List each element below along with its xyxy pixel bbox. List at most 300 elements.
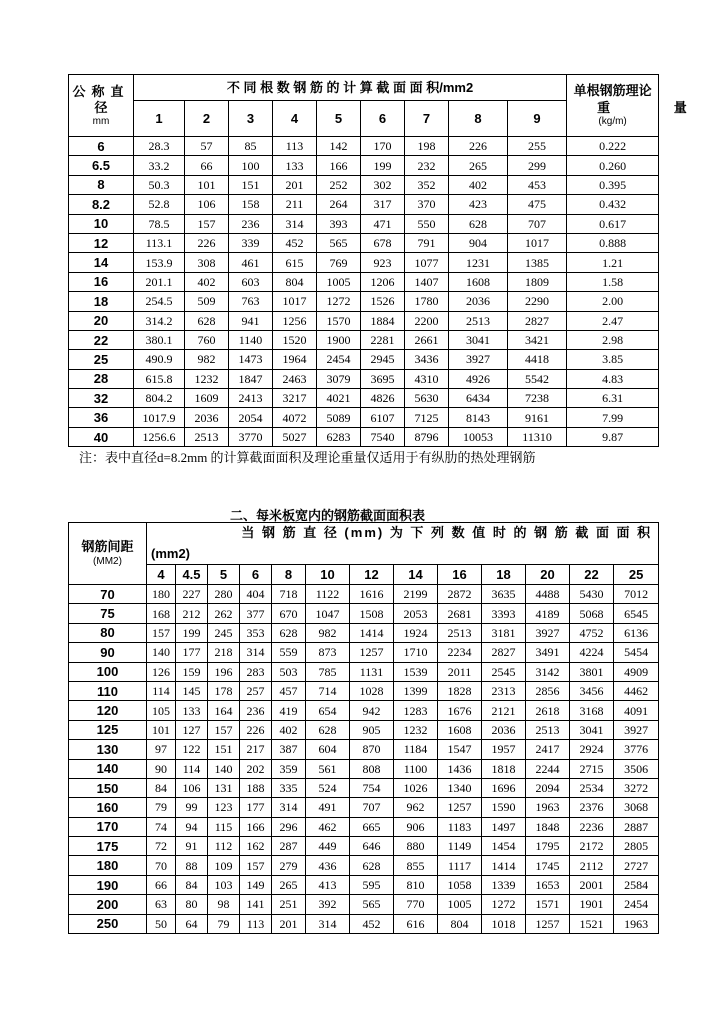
- area-cell: 1149: [438, 837, 482, 856]
- weight-cell: 4.83: [567, 369, 659, 388]
- area-cell: 2856: [526, 681, 570, 700]
- area-cell: 91: [176, 837, 208, 856]
- spacing-cell: 125: [69, 720, 147, 739]
- count-header: 8: [449, 101, 508, 137]
- area-cell: 317: [361, 195, 405, 214]
- area-cell: 314: [273, 214, 317, 233]
- area-cell: 1964: [273, 350, 317, 369]
- area-cell: 218: [208, 643, 240, 662]
- area-cell: 1526: [361, 292, 405, 311]
- area-cell: 178: [208, 681, 240, 700]
- area-cell: 1272: [317, 292, 361, 311]
- area-cell: 2413: [229, 389, 273, 408]
- area-cell: 201.1: [134, 272, 185, 291]
- area-cell: 1407: [405, 272, 449, 291]
- area-cell: 180: [147, 585, 176, 604]
- spacing-cell: 160: [69, 798, 147, 817]
- area-cell: 1414: [482, 856, 526, 875]
- area-cell: 3181: [482, 623, 526, 642]
- area-cell: 127: [176, 720, 208, 739]
- area-cell: 2172: [570, 837, 614, 856]
- area-cell: 254.5: [134, 292, 185, 311]
- weight-cell: 2.47: [567, 311, 659, 330]
- area-cell: 359: [272, 759, 306, 778]
- area-cell: 352: [405, 175, 449, 194]
- area-cell: 1026: [394, 778, 438, 797]
- area-cell: 5027: [273, 427, 317, 446]
- area-cell: 1653: [526, 875, 570, 894]
- spacing-cell: 120: [69, 701, 147, 720]
- table-row: [69, 604, 659, 623]
- area-cell: 3436: [405, 350, 449, 369]
- area-cell: 1017: [273, 292, 317, 311]
- area-cell: 151: [229, 175, 273, 194]
- area-cell: 262: [208, 604, 240, 623]
- area-cell: 1780: [405, 292, 449, 311]
- area-cell: 3421: [508, 330, 567, 349]
- area-cell: 265: [272, 875, 306, 894]
- diameter-header: 22: [570, 565, 614, 585]
- area-cell: 4091: [614, 701, 659, 720]
- area-cell: 1340: [438, 778, 482, 797]
- area-cell: 1963: [614, 914, 659, 933]
- area-cell: 1131: [350, 662, 394, 681]
- area-span-header-line2: (mm2): [147, 543, 659, 565]
- area-cell: 2244: [526, 759, 570, 778]
- diameter-cell: 28: [69, 369, 134, 388]
- spacing-cell: 110: [69, 681, 147, 700]
- diameter-cell: 14: [69, 253, 134, 272]
- area-cell: 707: [508, 214, 567, 233]
- table-row: [69, 778, 659, 797]
- area-cell: 57: [185, 137, 229, 156]
- area-cell: 2313: [482, 681, 526, 700]
- unit-weight-header: [567, 75, 717, 137]
- area-cell: 2036: [185, 408, 229, 427]
- area-cell: 1005: [317, 272, 361, 291]
- area-cell: 1520: [273, 330, 317, 349]
- area-cell: 404: [240, 585, 272, 604]
- area-cell: 70: [147, 856, 176, 875]
- area-cell: 2513: [438, 623, 482, 642]
- area-cell: 1454: [482, 837, 526, 856]
- diameter-header: 12: [350, 565, 394, 585]
- area-cell: 299: [508, 156, 567, 175]
- table-row: [69, 623, 659, 642]
- area-cell: 1847: [229, 369, 273, 388]
- area-cell: 162: [240, 837, 272, 856]
- area-cell: 380.1: [134, 330, 185, 349]
- area-cell: 199: [176, 623, 208, 642]
- area-cell: 133: [273, 156, 317, 175]
- area-cell: 370: [405, 195, 449, 214]
- area-cell: 94: [176, 817, 208, 836]
- weight-cell: 7.99: [567, 408, 659, 427]
- diameter-header: 10: [306, 565, 350, 585]
- diameter-cell: 40: [69, 427, 134, 446]
- area-cell: 509: [185, 292, 229, 311]
- area-cell: 4072: [273, 408, 317, 427]
- area-cell: 1339: [482, 875, 526, 894]
- area-cell: 2236: [570, 817, 614, 836]
- area-cell: 1183: [438, 817, 482, 836]
- table-row: [69, 311, 659, 330]
- weight-cell: 1.21: [567, 253, 659, 272]
- area-cell: 1272: [482, 895, 526, 914]
- area-cell: 616: [394, 914, 438, 933]
- area-cell: 413: [306, 875, 350, 894]
- area-cell: 1609: [185, 389, 229, 408]
- area-cell: 103: [208, 875, 240, 894]
- area-cell: 905: [350, 720, 394, 739]
- area-cell: 2924: [570, 740, 614, 759]
- area-cell: 1676: [438, 701, 482, 720]
- table-row: [69, 156, 659, 175]
- area-cell: 188: [240, 778, 272, 797]
- weight-cell: 3.85: [567, 350, 659, 369]
- area-cell: 202: [240, 759, 272, 778]
- diameter-header: [69, 75, 134, 137]
- area-cell: 251: [272, 895, 306, 914]
- table-row: [69, 369, 659, 388]
- spacing-header: [69, 523, 147, 585]
- area-cell: 170: [361, 137, 405, 156]
- area-cell: 211: [273, 195, 317, 214]
- area-cell: 565: [350, 895, 394, 914]
- area-cell: 100: [229, 156, 273, 175]
- area-span-header-line1: 当 钢 筋 直 径 (mm) 为 下 列 数 值 时 的 钢 筋 截 面 面 积: [147, 523, 659, 543]
- area-cell: 66: [147, 875, 176, 894]
- area-cell: 151: [208, 740, 240, 759]
- count-header: 1: [134, 101, 185, 137]
- area-cell: 64: [176, 914, 208, 933]
- diameter-header: 18: [482, 565, 526, 585]
- area-cell: 140: [208, 759, 240, 778]
- area-cell: 4909: [614, 662, 659, 681]
- table-row: [69, 643, 659, 662]
- table-row: [69, 837, 659, 856]
- table-row: [69, 233, 659, 252]
- area-cell: 126: [147, 662, 176, 681]
- area-cell: 157: [240, 856, 272, 875]
- weight-cell: 1.58: [567, 272, 659, 291]
- area-cell: 1745: [526, 856, 570, 875]
- diameter-cell: 32: [69, 389, 134, 408]
- count-header: 9: [508, 101, 567, 137]
- area-cell: 491: [306, 798, 350, 817]
- area-cell: 2054: [229, 408, 273, 427]
- area-cell: 1809: [508, 272, 567, 291]
- area-cell: 2036: [482, 720, 526, 739]
- weight-cell: 0.617: [567, 214, 659, 233]
- area-cell: 2872: [438, 585, 482, 604]
- area-cell: 1828: [438, 681, 482, 700]
- area-cell: 2534: [570, 778, 614, 797]
- area-cell: 114: [176, 759, 208, 778]
- table-row: [69, 914, 659, 933]
- area-cell: 1005: [438, 895, 482, 914]
- table-row: [69, 662, 659, 681]
- area-cell: 2545: [482, 662, 526, 681]
- area-cell: 80: [176, 895, 208, 914]
- area-cell: 1140: [229, 330, 273, 349]
- area-cell: 115: [208, 817, 240, 836]
- area-cell: 168: [147, 604, 176, 623]
- diameter-header: 5: [208, 565, 240, 585]
- area-cell: 941: [229, 311, 273, 330]
- area-cell: 490.9: [134, 350, 185, 369]
- table-row: [69, 798, 659, 817]
- area-cell: 1710: [394, 643, 438, 662]
- area-cell: 2036: [449, 292, 508, 311]
- area-cell: 3635: [482, 585, 526, 604]
- weight-cell: 2.98: [567, 330, 659, 349]
- table-row: [69, 427, 659, 446]
- area-cell: 72: [147, 837, 176, 856]
- area-cell: 2454: [614, 895, 659, 914]
- unit-weight-header-unit: (kg/m): [598, 116, 627, 127]
- area-cell: 870: [350, 740, 394, 759]
- area-cell: 339: [229, 233, 273, 252]
- area-cell: 718: [272, 585, 306, 604]
- area-cell: 628: [272, 623, 306, 642]
- area-cell: 3168: [570, 701, 614, 720]
- area-cell: 196: [208, 662, 240, 681]
- area-cell: 287: [272, 837, 306, 856]
- area-cell: 257: [240, 681, 272, 700]
- area-cell: 4418: [508, 350, 567, 369]
- area-cell: 615: [273, 253, 317, 272]
- area-cell: 6283: [317, 427, 361, 446]
- area-cell: 4826: [361, 389, 405, 408]
- diameter-header-line1: 公称直: [72, 83, 130, 99]
- area-cell: 2112: [570, 856, 614, 875]
- area-cell: 1436: [438, 759, 482, 778]
- area-cell: 6107: [361, 408, 405, 427]
- area-cell: 4021: [317, 389, 361, 408]
- area-cell: 50.3: [134, 175, 185, 194]
- area-cell: 279: [272, 856, 306, 875]
- area-cell: 452: [273, 233, 317, 252]
- area-cell: 2513: [449, 311, 508, 330]
- area-cell: 314: [306, 914, 350, 933]
- area-cell: 1884: [361, 311, 405, 330]
- diameter-header: 8: [272, 565, 306, 585]
- area-cell: 226: [185, 233, 229, 252]
- area-cell: 982: [185, 350, 229, 369]
- area-cell: 2513: [185, 427, 229, 446]
- diameter-header: 4: [147, 565, 176, 585]
- area-cell: 2715: [570, 759, 614, 778]
- area-cell: 2727: [614, 856, 659, 875]
- area-cell: 471: [361, 214, 405, 233]
- area-cell: 166: [240, 817, 272, 836]
- area-cell: 3506: [614, 759, 659, 778]
- area-cell: 402: [185, 272, 229, 291]
- spacing-cell: 100: [69, 662, 147, 681]
- spacing-cell: 90: [69, 643, 147, 662]
- area-cell: 646: [350, 837, 394, 856]
- table-row: [69, 740, 659, 759]
- area-cell: 4488: [526, 585, 570, 604]
- table-row: [69, 585, 659, 604]
- area-cell: 114: [147, 681, 176, 700]
- area-cell: 1257: [526, 914, 570, 933]
- area-cell: 670: [272, 604, 306, 623]
- area-cell: 665: [350, 817, 394, 836]
- area-cell: 252: [317, 175, 361, 194]
- area-cell: 109: [208, 856, 240, 875]
- area-cell: 2827: [482, 643, 526, 662]
- area-cell: 1100: [394, 759, 438, 778]
- area-cell: 923: [361, 253, 405, 272]
- area-cell: 503: [272, 662, 306, 681]
- area-cell: 763: [229, 292, 273, 311]
- table-row: [69, 292, 659, 311]
- area-cell: 1122: [306, 585, 350, 604]
- area-cell: 1957: [482, 740, 526, 759]
- area-cell: 791: [405, 233, 449, 252]
- area-cell: 255: [508, 137, 567, 156]
- area-cell: 707: [350, 798, 394, 817]
- area-cell: 1017: [508, 233, 567, 252]
- area-cell: 1570: [317, 311, 361, 330]
- count-header: 3: [229, 101, 273, 137]
- area-cell: 880: [394, 837, 438, 856]
- area-cell: 84: [176, 875, 208, 894]
- area-cell: 1616: [350, 585, 394, 604]
- area-cell: 2827: [508, 311, 567, 330]
- area-cell: 131: [208, 778, 240, 797]
- area-cell: 3770: [229, 427, 273, 446]
- area-cell: 314: [240, 643, 272, 662]
- area-cell: 98: [208, 895, 240, 914]
- area-cell: 226: [449, 137, 508, 156]
- area-cell: 226: [240, 720, 272, 739]
- area-cell: 123: [208, 798, 240, 817]
- area-cell: 785: [306, 662, 350, 681]
- area-cell: 1795: [526, 837, 570, 856]
- area-cell: 5430: [570, 585, 614, 604]
- spacing-cell: 130: [69, 740, 147, 759]
- area-cell: 3079: [317, 369, 361, 388]
- area-cell: 11310: [508, 427, 567, 446]
- area-cell: 149: [240, 875, 272, 894]
- area-cell: 2053: [394, 604, 438, 623]
- area-cell: 3456: [570, 681, 614, 700]
- area-cell: 2463: [273, 369, 317, 388]
- table-row: [69, 817, 659, 836]
- area-cell: 457: [272, 681, 306, 700]
- area-cell: 8796: [405, 427, 449, 446]
- diameter-cell: 6: [69, 137, 134, 156]
- area-cell: 2805: [614, 837, 659, 856]
- area-cell: 296: [272, 817, 306, 836]
- area-cell: 201: [272, 914, 306, 933]
- area-cell: 1901: [570, 895, 614, 914]
- diameter-cell: 8.2: [69, 195, 134, 214]
- area-cell: 133: [176, 701, 208, 720]
- area-cell: 982: [306, 623, 350, 642]
- area-cell: 113: [240, 914, 272, 933]
- diameter-cell: 6.5: [69, 156, 134, 175]
- area-cell: 2417: [526, 740, 570, 759]
- area-cell: 308: [185, 253, 229, 272]
- table1-note: 注：表中直径d=8.2mm 的计算截面面积及理论重量仅适用于有纵肋的热处理钢筋: [79, 450, 536, 465]
- area-cell: 1590: [482, 798, 526, 817]
- area-cell: 217: [240, 740, 272, 759]
- area-cell: 1521: [570, 914, 614, 933]
- table-row: [69, 214, 659, 233]
- area-cell: 714: [306, 681, 350, 700]
- area-cell: 2011: [438, 662, 482, 681]
- diameter-header: 6: [240, 565, 272, 585]
- count-header: 6: [361, 101, 405, 137]
- diameter-header: 16: [438, 565, 482, 585]
- table-row: [69, 856, 659, 875]
- area-cell: 6545: [614, 604, 659, 623]
- diameter-header-line2: 径: [94, 99, 108, 115]
- area-cell: 1508: [350, 604, 394, 623]
- area-cell: 4224: [570, 643, 614, 662]
- area-cell: 280: [208, 585, 240, 604]
- area-cell: 199: [361, 156, 405, 175]
- area-cell: 157: [208, 720, 240, 739]
- area-cell: 4926: [449, 369, 508, 388]
- area-cell: 2887: [614, 817, 659, 836]
- spacing-header-unit: (MM2): [93, 556, 122, 567]
- area-cell: 4189: [526, 604, 570, 623]
- count-header: 2: [185, 101, 229, 137]
- area-cell: 678: [361, 233, 405, 252]
- area-cell: 7540: [361, 427, 405, 446]
- area-cell: 550: [405, 214, 449, 233]
- area-cell: 232: [405, 156, 449, 175]
- area-cell: 353: [240, 623, 272, 642]
- area-cell: 105: [147, 701, 176, 720]
- area-cell: 3927: [449, 350, 508, 369]
- diameter-header: 4.5: [176, 565, 208, 585]
- diameter-cell: 22: [69, 330, 134, 349]
- diameter-header-unit: mm: [92, 115, 110, 127]
- area-cell: 2513: [526, 720, 570, 739]
- area-cell: 4310: [405, 369, 449, 388]
- area-cell: 1414: [350, 623, 394, 642]
- weight-cell: 6.31: [567, 389, 659, 408]
- area-cell: 3695: [361, 369, 405, 388]
- area-cell: 461: [229, 253, 273, 272]
- area-cell: 1028: [350, 681, 394, 700]
- area-cell: 2661: [405, 330, 449, 349]
- table-row: [69, 330, 659, 349]
- area-cell: 2199: [394, 585, 438, 604]
- area-cell: 615.8: [134, 369, 185, 388]
- area-cell: 1385: [508, 253, 567, 272]
- area-cell: 1257: [350, 643, 394, 662]
- table-row: [69, 195, 659, 214]
- area-cell: 2200: [405, 311, 449, 330]
- weight-cell: 0.395: [567, 175, 659, 194]
- area-cell: 198: [405, 137, 449, 156]
- area-cell: 7012: [614, 585, 659, 604]
- area-cell: 79: [208, 914, 240, 933]
- area-cell: 1232: [185, 369, 229, 388]
- diameter-cell: 20: [69, 311, 134, 330]
- area-cell: 90: [147, 759, 176, 778]
- area-cell: 5454: [614, 643, 659, 662]
- area-cell: 5630: [405, 389, 449, 408]
- area-cell: 1608: [449, 272, 508, 291]
